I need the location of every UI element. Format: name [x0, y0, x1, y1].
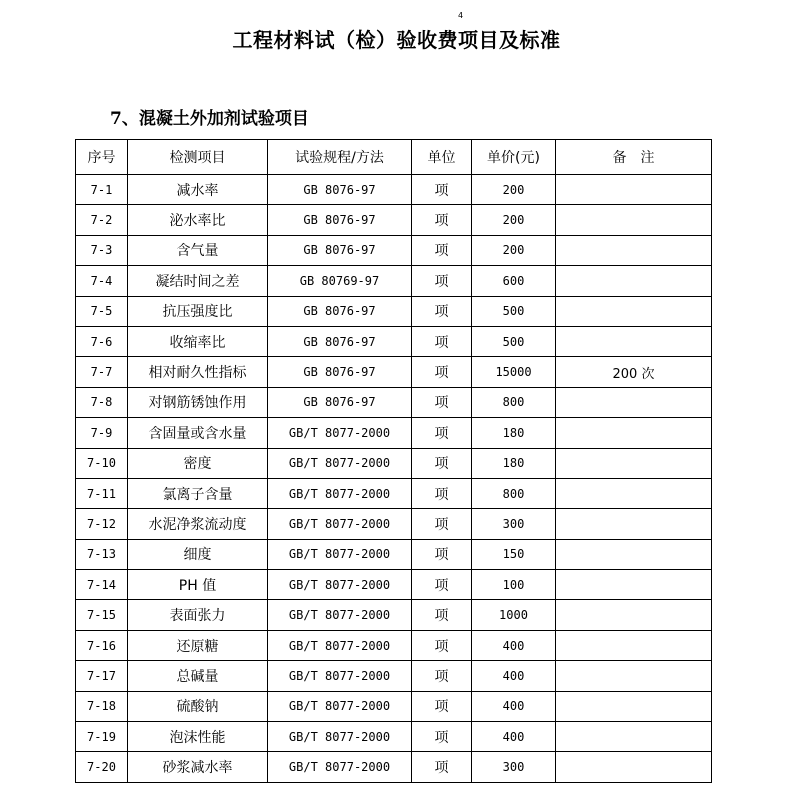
table-row [76, 418, 712, 448]
cell-unit: 项 [412, 570, 472, 600]
header-standard: 试验规程/方法 [268, 140, 412, 175]
table-row [76, 205, 712, 235]
cell-no: 7-10 [76, 448, 128, 478]
cell-standard: GB/T 8077-2000 [268, 722, 412, 752]
cell-no: 7-19 [76, 722, 128, 752]
table-row [76, 296, 712, 326]
table-row [76, 326, 712, 356]
cell-item: 抗压强度比 [128, 296, 268, 326]
cell-item: 凝结时间之差 [128, 266, 268, 296]
table-row [76, 722, 712, 752]
cell-unit: 项 [412, 448, 472, 478]
cell-price: 180 [472, 418, 556, 448]
cell-remark [556, 600, 712, 630]
cell-unit: 项 [412, 418, 472, 448]
cell-standard: GB 8076-97 [268, 205, 412, 235]
table-row [76, 235, 712, 265]
cell-no: 7-4 [76, 266, 128, 296]
cell-item: 总碱量 [128, 661, 268, 691]
cell-unit: 项 [412, 326, 472, 356]
cell-standard: GB/T 8077-2000 [268, 570, 412, 600]
table-row [76, 175, 712, 205]
cell-standard: GB/T 8077-2000 [268, 661, 412, 691]
cell-no: 7-3 [76, 235, 128, 265]
cell-no: 7-18 [76, 691, 128, 721]
cell-item: 硫酸钠 [128, 691, 268, 721]
cell-item: 表面张力 [128, 600, 268, 630]
cell-remark: 200 次 [556, 357, 712, 387]
page-number-mark: 4 [458, 11, 464, 20]
cell-no: 7-11 [76, 478, 128, 508]
header-no: 序号 [76, 140, 128, 175]
cell-standard: GB 8076-97 [268, 387, 412, 417]
cell-item: 含气量 [128, 235, 268, 265]
cell-no: 7-7 [76, 357, 128, 387]
cell-no: 7-8 [76, 387, 128, 417]
cell-price: 400 [472, 722, 556, 752]
cell-item: 水泥净浆流动度 [128, 509, 268, 539]
cell-price: 500 [472, 296, 556, 326]
table-body [76, 175, 712, 783]
cell-unit: 项 [412, 387, 472, 417]
cell-item: 含固量或含水量 [128, 418, 268, 448]
cell-item: 收缩率比 [128, 326, 268, 356]
cell-unit: 项 [412, 752, 472, 782]
cell-standard: GB/T 8077-2000 [268, 509, 412, 539]
header-unit: 单位 [412, 140, 472, 175]
cell-standard: GB/T 8077-2000 [268, 630, 412, 660]
document-title: 工程材料试（检）验收费项目及标准 [232, 28, 561, 52]
cell-no: 7-9 [76, 418, 128, 448]
cell-price: 800 [472, 387, 556, 417]
cell-price: 400 [472, 691, 556, 721]
cell-unit: 项 [412, 722, 472, 752]
cell-standard: GB/T 8077-2000 [268, 691, 412, 721]
cell-unit: 项 [412, 235, 472, 265]
cell-remark [556, 509, 712, 539]
cell-price: 300 [472, 509, 556, 539]
table-row [76, 570, 712, 600]
fee-table [75, 139, 712, 783]
cell-no: 7-16 [76, 630, 128, 660]
cell-item: 泌水率比 [128, 205, 268, 235]
cell-standard: GB 8076-97 [268, 175, 412, 205]
cell-item: 相对耐久性指标 [128, 357, 268, 387]
cell-price: 500 [472, 326, 556, 356]
cell-remark [556, 752, 712, 782]
table-row [76, 600, 712, 630]
cell-standard: GB 80769-97 [268, 266, 412, 296]
cell-price: 150 [472, 539, 556, 569]
cell-item: 氯离子含量 [128, 478, 268, 508]
cell-item: 减水率 [128, 175, 268, 205]
table-row [76, 357, 712, 387]
cell-no: 7-20 [76, 752, 128, 782]
cell-no: 7-1 [76, 175, 128, 205]
cell-remark [556, 630, 712, 660]
cell-item: 对钢筋锈蚀作用 [128, 387, 268, 417]
cell-price: 200 [472, 205, 556, 235]
cell-standard: GB 8076-97 [268, 357, 412, 387]
cell-unit: 项 [412, 630, 472, 660]
cell-standard: GB 8076-97 [268, 235, 412, 265]
cell-no: 7-6 [76, 326, 128, 356]
cell-standard: GB/T 8077-2000 [268, 600, 412, 630]
cell-unit: 项 [412, 600, 472, 630]
section-heading: 7、混凝土外加剂试验项目 [110, 109, 309, 129]
cell-unit: 项 [412, 661, 472, 691]
cell-remark [556, 418, 712, 448]
header-remark: 备 注 [556, 140, 712, 175]
cell-no: 7-13 [76, 539, 128, 569]
cell-no: 7-15 [76, 600, 128, 630]
cell-standard: GB 8076-97 [268, 326, 412, 356]
cell-item: 还原糖 [128, 630, 268, 660]
cell-unit: 项 [412, 175, 472, 205]
cell-no: 7-14 [76, 570, 128, 600]
cell-item: 细度 [128, 539, 268, 569]
cell-standard: GB/T 8077-2000 [268, 448, 412, 478]
cell-no: 7-17 [76, 661, 128, 691]
cell-price: 1000 [472, 600, 556, 630]
cell-price: 600 [472, 266, 556, 296]
cell-unit: 项 [412, 539, 472, 569]
cell-price: 800 [472, 478, 556, 508]
cell-remark [556, 448, 712, 478]
cell-remark [556, 175, 712, 205]
cell-unit: 项 [412, 296, 472, 326]
table-row [76, 661, 712, 691]
cell-price: 15000 [472, 357, 556, 387]
cell-unit: 项 [412, 266, 472, 296]
cell-price: 400 [472, 630, 556, 660]
cell-price: 180 [472, 448, 556, 478]
table-row [76, 539, 712, 569]
cell-remark [556, 326, 712, 356]
cell-price: 100 [472, 570, 556, 600]
table-row [76, 448, 712, 478]
cell-unit: 项 [412, 509, 472, 539]
cell-standard: GB 8076-97 [268, 296, 412, 326]
cell-unit: 项 [412, 691, 472, 721]
cell-standard: GB/T 8077-2000 [268, 418, 412, 448]
cell-item: 密度 [128, 448, 268, 478]
table-row [76, 387, 712, 417]
cell-standard: GB/T 8077-2000 [268, 752, 412, 782]
cell-item: PH 值 [128, 570, 268, 600]
table-header-row [76, 140, 712, 175]
cell-standard: GB/T 8077-2000 [268, 478, 412, 508]
cell-unit: 项 [412, 205, 472, 235]
cell-remark [556, 235, 712, 265]
cell-remark [556, 691, 712, 721]
cell-no: 7-2 [76, 205, 128, 235]
table-row [76, 478, 712, 508]
cell-price: 200 [472, 175, 556, 205]
table-row [76, 509, 712, 539]
cell-price: 200 [472, 235, 556, 265]
cell-remark [556, 296, 712, 326]
cell-remark [556, 478, 712, 508]
cell-no: 7-5 [76, 296, 128, 326]
cell-remark [556, 570, 712, 600]
cell-remark [556, 722, 712, 752]
cell-unit: 项 [412, 478, 472, 508]
cell-remark [556, 661, 712, 691]
header-item: 检测项目 [128, 140, 268, 175]
cell-remark [556, 205, 712, 235]
header-price: 单价(元) [472, 140, 556, 175]
cell-remark [556, 266, 712, 296]
table-row [76, 266, 712, 296]
cell-unit: 项 [412, 357, 472, 387]
cell-item: 砂浆减水率 [128, 752, 268, 782]
table-row [76, 691, 712, 721]
cell-standard: GB/T 8077-2000 [268, 539, 412, 569]
cell-price: 400 [472, 661, 556, 691]
cell-no: 7-12 [76, 509, 128, 539]
cell-remark [556, 539, 712, 569]
table-row [76, 752, 712, 782]
cell-item: 泡沫性能 [128, 722, 268, 752]
table-row [76, 630, 712, 660]
cell-remark [556, 387, 712, 417]
cell-price: 300 [472, 752, 556, 782]
